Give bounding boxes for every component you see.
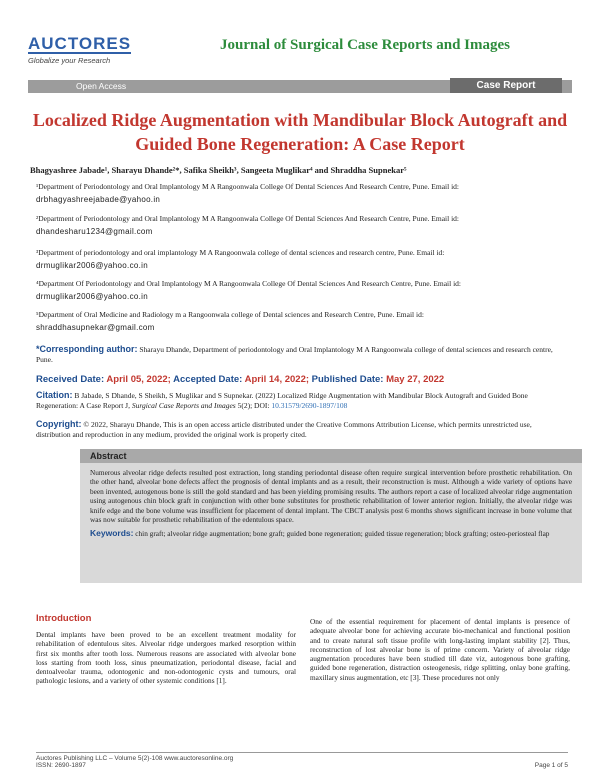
affiliation-4 bbox=[36, 279, 566, 302]
citation-label: Citation: bbox=[36, 390, 73, 400]
footer-publisher: Auctores Publishing LLC – Volume 5(2)-108 www.auctoresonline.org bbox=[36, 755, 234, 762]
publisher-logo bbox=[28, 36, 131, 65]
logo-tagline: Globalize your Research bbox=[28, 56, 111, 65]
article-title: Localized Ridge Augmentation with Mandibular Block Autograft and Guided Bone Regeneration: A Case Report bbox=[32, 110, 568, 154]
published-date: May 27, 2022 bbox=[386, 374, 445, 385]
received-date: April 05, 2022; bbox=[106, 374, 171, 385]
accepted-label: Accepted Date: bbox=[173, 374, 243, 385]
affiliation-email[interactable]: drmuglikar2006@yahoo.co.in bbox=[36, 261, 148, 270]
affiliation-text: ⁵Department of Oral Medicine and Radiology m a Rangoonwala college of Dental sciences and Research Centre, Pune. Email id: bbox=[36, 310, 424, 319]
copyright bbox=[36, 419, 568, 440]
affiliation-text: ²Department of Periodontology and Oral Implantology M A Rangoonwala College Of Dental Sciences And Research Centre, Pune. Email id: bbox=[36, 214, 459, 223]
affiliation-1 bbox=[36, 182, 566, 205]
abstract-heading: Abstract bbox=[80, 449, 582, 463]
citation-text: B Jabade, S Dhande, S Sheikh, S Muglikar and S Supnekar. (2022) Localized Ridge Augmentation with Mandibular Block Autograft and Guided Bone Regeneration: A Case Report J, bbox=[36, 391, 528, 410]
affiliation-5 bbox=[36, 310, 566, 333]
header-band bbox=[28, 80, 572, 93]
affiliation-text: ⁴Department Of Periodontology and Oral Implantology M A Rangoonwala College Of Dental Sciences And Research Centre, Pune. Email id: bbox=[36, 279, 462, 288]
author-list: Bhagyashree Jabade¹, Sharayu Dhande²*, Safika Sheikh³, Sangeeta Muglikar⁴ and Shraddha Supnekar⁵ bbox=[30, 165, 407, 175]
affiliation-text: ¹Department of Periodontology and Oral Implantology M A Rangoonwala College Of Dental Sciences And Research Centre, Pune. Email id: bbox=[36, 182, 459, 191]
citation-volume: 5(2); DOI: bbox=[237, 401, 270, 410]
citation bbox=[36, 390, 568, 411]
affiliation-email[interactable]: shraddhasupnekar@gmail.com bbox=[36, 323, 155, 332]
corresponding-author bbox=[36, 344, 568, 365]
corresponding-label: *Corresponding author: bbox=[36, 344, 138, 354]
keywords bbox=[80, 524, 582, 538]
affiliation-3 bbox=[36, 248, 566, 271]
open-access-label: Open Access bbox=[76, 81, 127, 91]
affiliation-email[interactable]: drbhagyashreejabade@yahoo.in bbox=[36, 195, 161, 204]
keywords-text: chin graft; alveolar ridge augmentation; bone graft; guided bone regeneration; guided tissue regeneration; block grafting; osteo-periosteal flap bbox=[135, 529, 550, 539]
copyright-label: Copyright: bbox=[36, 419, 82, 429]
affiliation-text: ³Department of periodontology and oral implantology M A Rangoonwala college of dental sciences and research centre, Pune. Email id: bbox=[36, 248, 445, 257]
accepted-date: April 14, 2022; bbox=[244, 374, 310, 385]
body-column-right: One of the essential requirement for placement of dental implants is presence of adequate alveolar bone for achieving accurate bio-mechanical and functional position and to create natural soft tissue profile with long-lasting implant stability [2]. Thus, reconstruction of lost alveolar bone is of prime concern. Variety of alveolar ridge augmentation procedures have been studied till date viz, autogenous bone grafting, guided bone regeneration, distraction osteogenesis, ridge splitting, onlay bone grafting, maxillary sinus augmentation, etc [3]. These procedures not only bbox=[310, 617, 570, 682]
copyright-text: © 2022, Sharayu Dhande, This is an open access article distributed under the Creative Commons Attribution License, which permits unrestricted use, distribution and reproduction in any medium, provided the original work is properly cited. bbox=[36, 420, 532, 439]
affiliation-email[interactable]: drmuglikar2006@yahoo.co.in bbox=[36, 292, 148, 301]
article-dates bbox=[36, 374, 444, 385]
body-column-left: Dental implants have been proved to be an excellent treatment modality for rehabilitation of edentulous sites. Alveolar ridge undergoes marked resorption within first six months after tooth loss. Numerous reasons are associated with alveolar bone loss starting from tooth loss, sinus pneumatization, periodontal disease, facial and dentoalveolar trauma, odontogenic and non-odontogenic cysts and tumours, oral pathologic lesions, and a variety of other systemic conditions [1]. bbox=[36, 630, 296, 686]
citation-journal: Surgical Case Reports and Images bbox=[131, 401, 236, 410]
logo-wordmark: AUCTORES bbox=[28, 34, 132, 53]
journal-title: Journal of Surgical Case Reports and Images bbox=[220, 37, 511, 53]
affiliation-2 bbox=[36, 214, 566, 237]
page-footer bbox=[36, 752, 568, 769]
footer-issn: ISSN: 2690-1897 bbox=[36, 762, 86, 769]
corresponding-text: Sharayu Dhande, Department of periodontology and Oral Implantology M A Rangoonwala college of dental sciences and research centre, Pune. bbox=[36, 345, 553, 364]
article-type-badge: Case Report bbox=[450, 78, 562, 93]
keywords-label: Keywords: bbox=[90, 528, 134, 539]
published-label: Published Date: bbox=[311, 374, 384, 385]
abstract-box bbox=[80, 449, 582, 583]
abstract-body: Numerous alveolar ridge defects resulted post extraction, long standing periodontal disease often require surgical intervention before prosthetic rehabilitation. On the other hand, alveolar bone defects affect the prognosis of dental implants and as a result, their reconstruction is must. Although a wide variety of options have been invented, autogenous bone is still the gold standard and has been yielding promising results. The authors report a case of localized alveolar ridge augmentation using autogenous chin block graft in conjunction with other bone substitutes for prosthetic rehabilitation of lower anterior region. Initially, the alveolar ridge was knife edge and the bone volume was insufficient for placement of dental implant. The CBCT analysis post 6 months shows significant increase in bone volume that was now suitable for prosthetic rehabilitation of the edentulous space. bbox=[90, 468, 572, 525]
received-label: Received Date: bbox=[36, 374, 105, 385]
doi-link[interactable]: 10.31579/2690-1897/108 bbox=[271, 401, 348, 410]
affiliation-email[interactable]: dhandesharu1234@gmail.com bbox=[36, 227, 153, 236]
introduction-heading: Introduction bbox=[36, 613, 92, 624]
page-number: Page 1 of 5 bbox=[534, 762, 568, 769]
